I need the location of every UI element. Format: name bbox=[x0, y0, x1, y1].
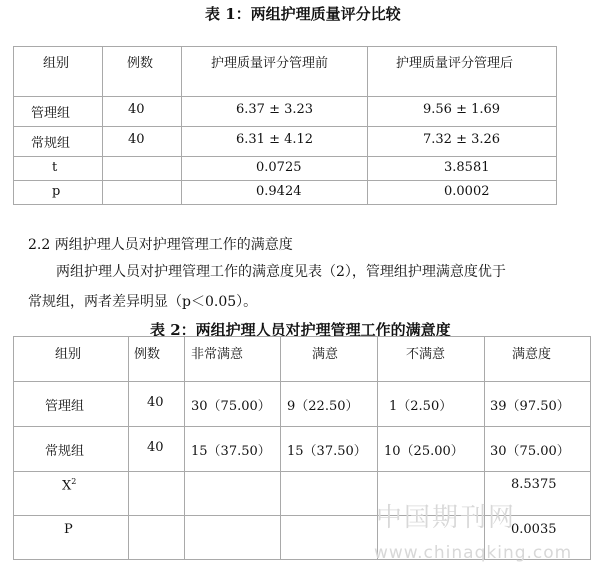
section-heading: 2.2 两组护理人员对护理管理工作的满意度 bbox=[28, 237, 293, 253]
table2-header-cell: 满意 bbox=[281, 337, 378, 382]
paragraph-line: 常规组，两者差异明显（p＜0.05）。 bbox=[28, 294, 258, 310]
table-row: 管理组 40 6.37 ± 3.23 9.56 ± 1.69 bbox=[14, 97, 557, 127]
watermark-name: 中国期刊网 bbox=[376, 503, 517, 533]
table2-header-cell: 例数 bbox=[129, 337, 185, 382]
table1-header-cell: 护理质量评分管理前 bbox=[182, 47, 368, 97]
table1 bbox=[13, 46, 557, 205]
chi-square-symbol: X bbox=[62, 478, 72, 494]
table2-header-cell: 组别 bbox=[14, 337, 129, 382]
table-row: 管理组 40 30（75.00） 9（22.50） 1（2.50） 39（97.50） bbox=[14, 382, 591, 427]
table2-header-cell: 非常满意 bbox=[185, 337, 281, 382]
paragraph-line: 两组护理人员对护理管理工作的满意度见表（2），管理组护理满意度优于 bbox=[56, 264, 506, 280]
table1-header-cell: 例数 bbox=[103, 47, 182, 97]
chi-square-superscript: 2 bbox=[71, 477, 77, 486]
table-row: 常规组 40 6.31 ± 4.12 7.32 ± 3.26 bbox=[14, 127, 557, 157]
table2-header-cell: 不满意 bbox=[378, 337, 485, 382]
table-row: t 0.0725 3.8581 bbox=[14, 157, 557, 181]
table2-title: 表 2：两组护理人员对护理管理工作的满意度 bbox=[150, 321, 451, 339]
table-row: 常规组 40 15（37.50） 15（37.50） 10（25.00） 30（75.00） bbox=[14, 427, 591, 472]
table-row: p 0.9424 0.0002 bbox=[14, 181, 557, 205]
table2-header-row bbox=[14, 337, 591, 382]
table-row: P 0.0035 bbox=[14, 516, 591, 560]
table2-header-cell: 满意度 bbox=[485, 337, 591, 382]
table-row: $X^2$ 8.5375 bbox=[14, 472, 591, 516]
watermark-url: www.chinaqking.com bbox=[374, 543, 573, 563]
table1-title: 表 1：两组护理质量评分比较 bbox=[205, 5, 401, 23]
table1-header-row bbox=[14, 47, 557, 97]
table1-header-cell: 组别 bbox=[14, 47, 103, 97]
table1-header-cell: 护理质量评分管理后 bbox=[368, 47, 557, 97]
